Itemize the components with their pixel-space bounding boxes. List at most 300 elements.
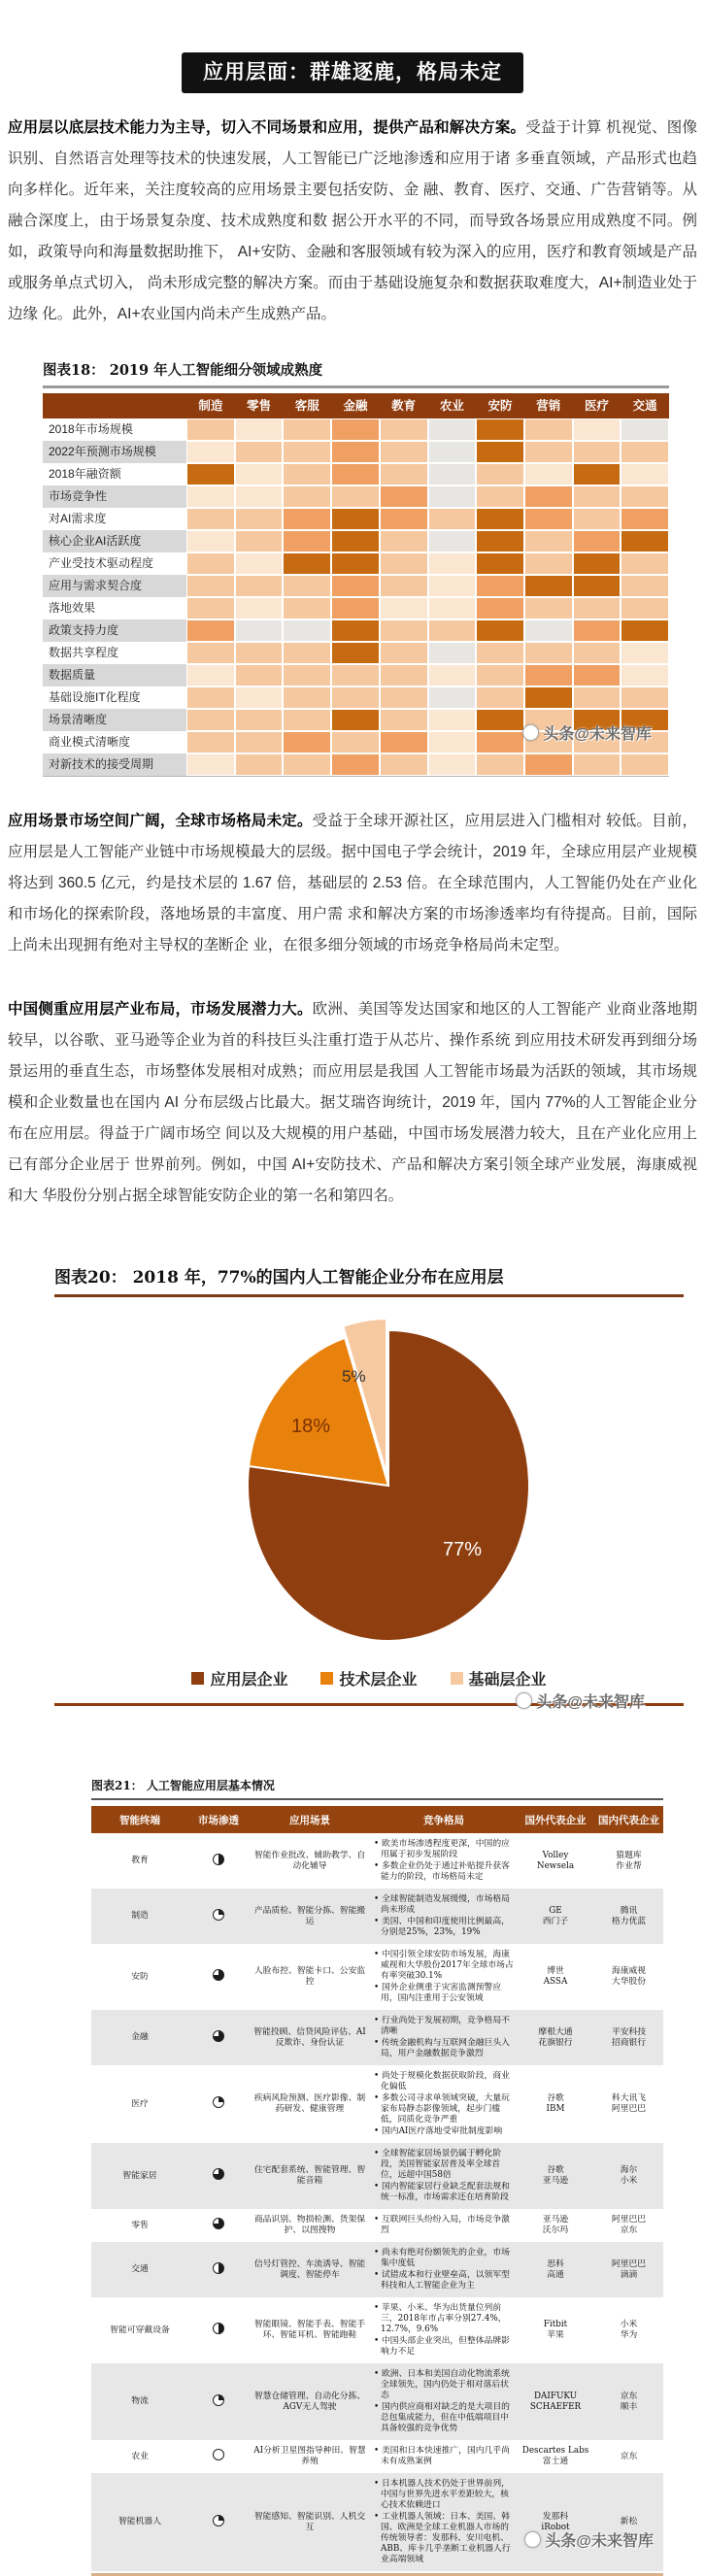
heatmap-cell (573, 552, 621, 575)
pie-data-label: 18% (291, 1416, 331, 1437)
heatmap-row-label: 商业模式清晰度 (49, 735, 131, 749)
penetration-pie-icon (213, 2096, 224, 2108)
figure-caption-text: 2019 年人工智能细分领域成熟度 (109, 362, 323, 379)
heatmap-cell (380, 664, 428, 686)
heatmap-column-header: 客服 (283, 393, 331, 418)
heatmap-cell (524, 485, 573, 508)
heatmap-cell (283, 418, 331, 441)
bullet-item: • 国外企业侧重于灾害监测预警应用，国内注重用于公安领域 (374, 1983, 502, 2003)
table-row (91, 2143, 663, 2209)
heatmap-cell (524, 619, 573, 642)
bullet-item: • 多数企业仍处于通过补贴提升获客能力的阶段，市场格局未定 (374, 1861, 510, 1882)
heatmap-cell (186, 686, 235, 709)
column-header: 国内代表企业 (594, 1806, 663, 1833)
scene-cell: 人脸布控、智能卡口、公安监控 (253, 1966, 366, 1987)
heatmap-cell (380, 753, 428, 776)
legend-item (320, 1667, 417, 1689)
watermark: 头条@未来智库 (524, 2528, 654, 2551)
heatmap-column-header: 零售 (235, 393, 284, 418)
heatmap-column-header: 交通 (621, 393, 669, 418)
heatmap-cell (476, 731, 524, 753)
competition-cell (371, 2010, 517, 2065)
heatmap-cell (476, 619, 524, 642)
heatmap-column-header: 制造 (186, 393, 235, 418)
heatmap-cell (476, 485, 524, 508)
pie-data-label: 77% (443, 1539, 483, 1560)
heatmap-row-label: 市场竞争性 (43, 485, 186, 508)
scene-cell: 智能眼镜、智能手表、智能手环、智能耳机、智能跑鞋 (253, 2320, 366, 2340)
penetration-cell (188, 1944, 249, 2010)
heatmap-cell (524, 530, 573, 552)
heatmap-row-label: 数据质量 (43, 664, 186, 686)
terminal-cell: 农业 (131, 2451, 149, 2461)
heatmap-cell (331, 753, 380, 776)
heatmap-cell (573, 619, 621, 642)
bullet-item: • 全球智能制造发展缓慢，市场格局尚未形成 (374, 1894, 510, 1915)
bullet-item: • 互联网巨头纷纷入局，市场竞争激烈 (374, 2215, 510, 2235)
heatmap-cell (476, 508, 524, 530)
heatmap-cell (380, 642, 428, 664)
bullet-item: • 美国、中国和印度使用比例最高，分别是25%，23%，19% (374, 1917, 510, 1937)
heatmap-cell (186, 418, 235, 441)
legend-item (451, 1667, 547, 1689)
heatmap-cell (331, 642, 380, 664)
penetration-pie-icon (213, 1969, 224, 1981)
foreign-companies-cell: 思科 高通 (517, 2242, 594, 2297)
heatmap-cell (428, 441, 477, 463)
heatmap-cell (235, 619, 284, 642)
bullet-item: • 美国和日本快速推广，国内几乎尚未有成熟案例 (374, 2446, 510, 2466)
terminal-cell: 金融 (91, 2010, 188, 2065)
heatmap-row-label: 落地效果 (49, 601, 96, 615)
penetration-cell (188, 2297, 249, 2363)
heatmap-cell (283, 552, 331, 575)
heatmap-cell (573, 575, 621, 597)
heatmap-column-header: 金融 (331, 393, 380, 418)
heatmap-cell (573, 642, 621, 664)
domestic-companies-cell: 京东 (620, 2451, 638, 2461)
heatmap-cell (331, 597, 380, 619)
heatmap-cell (186, 664, 235, 686)
competition-cell (371, 2473, 517, 2571)
scene-cell: 住宅配套系统、智能管理、智能音箱 (249, 2143, 371, 2209)
heatmap-cell (621, 552, 669, 575)
heatmap-cell (186, 530, 235, 552)
heatmap-cell (186, 731, 235, 753)
penetration-cell (188, 2363, 249, 2440)
heatmap-cell (331, 552, 380, 575)
bullet-item: • 欧美市场渗透程度更深，中国的应用属于初步发展阶段 (374, 1839, 510, 1859)
heatmap-cell (283, 485, 331, 508)
heatmap-cell (331, 686, 380, 709)
competition-cell (371, 2209, 517, 2242)
figure-caption-text: 2018 年，77%的国内人工智能企业分布在应用层 (132, 1268, 504, 1288)
table-row (91, 1889, 663, 1944)
report-page (0, 52, 705, 2564)
bullet-item: • 中国头部企业突出，但整体品牌影响力不足 (374, 2336, 510, 2357)
competition-cell (371, 1944, 517, 2010)
heatmap-cell (380, 485, 428, 508)
heatmap-cell (573, 530, 621, 552)
heatmap-cell (380, 709, 428, 731)
competition-cell (371, 1889, 517, 1944)
heatmap-cell (573, 463, 621, 485)
pie-data-label: 5% (342, 1367, 366, 1386)
paragraph-1 (8, 113, 697, 330)
figure-18 (43, 361, 669, 777)
heatmap-cell (621, 686, 669, 709)
heatmap-cell (331, 619, 380, 642)
domestic-companies-cell: 京东 顺丰 (594, 2363, 663, 2440)
heatmap-column-header: 营销 (524, 393, 573, 418)
penetration-cell (188, 2209, 249, 2242)
heatmap-cell (331, 530, 380, 552)
heatmap-cell (380, 463, 428, 485)
figure-caption-text: 人工智能应用层基本情况 (146, 1779, 275, 1792)
legend-swatch (191, 1672, 204, 1685)
figure-caption-label: 图表20： (54, 1268, 127, 1288)
column-header: 国外代表企业 (517, 1806, 594, 1833)
heatmap-cell (621, 619, 669, 642)
scene-cell: 智能作业批改、辅助教学、自动化辅导 (253, 1850, 366, 1871)
paragraph-3 (8, 994, 697, 1212)
heatmap-cell (428, 619, 477, 642)
heatmap-cell (524, 686, 573, 709)
heatmap-cell (524, 463, 573, 485)
heatmap-cell (524, 753, 573, 776)
heatmap-cell (524, 731, 573, 753)
domestic-companies-cell: 小米 华为 (620, 2320, 638, 2340)
competition-cell (371, 2065, 517, 2143)
heatmap-cell (235, 552, 284, 575)
heatmap-cell (380, 686, 428, 709)
section-title-banner: 应用层面：群雄逐鹿，格局未定 (182, 52, 523, 93)
figure-20 (54, 1266, 684, 1711)
figure-21 (91, 1778, 663, 2576)
domestic-companies-cell: 阿里巴巴 滴滴 (594, 2242, 663, 2297)
penetration-pie-icon (213, 2394, 224, 2406)
heatmap-cell (428, 575, 477, 597)
penetration-pie-icon (213, 2218, 224, 2229)
heatmap-cell (331, 418, 380, 441)
domestic-companies-cell: 平安科技 招商银行 (594, 2010, 663, 2065)
competition-cell (371, 2242, 517, 2297)
heatmap-row-label: 政策支持力度 (43, 619, 186, 642)
paragraph-text: 欧洲、美国等发达国家和地区的人工智能产 业商业落地期较早，以谷歌、亚马逊等企业为首的科技巨头注重打造于从芯片、操作系统 到应用技术研发再到细分场景运用的垂直生态，市场整体发展相对成熟；而应用层是我国 人工智能市场最为活跃的领域，其市场规模和企业数量也在国内 AI 分布层级占比最大。据艾瑞咨询统计，2019 年，国内 77%的人工智能企业分布在应用层。得益于广阔市场空 间以及大规模的用户基础，中国市场发展潜力较大，且在产业化应用上已有部分企业居于 世界前列。例如，中国 AI+安防技术、产品和解决方案引领全球产业发展，海康威视和大 华股份分别占据全球智能安防企业的第一名和第四名。 (8, 1001, 697, 1204)
heatmap-cell (573, 686, 621, 709)
watermark-logo-icon (516, 1692, 532, 1709)
domestic-companies-cell: 科大讯飞 阿里巴巴 (611, 2093, 647, 2114)
heatmap-cell (476, 709, 524, 731)
table-row (91, 2065, 663, 2143)
domestic-companies-cell: 阿里巴巴 京东 (611, 2215, 647, 2235)
heatmap-cell (380, 508, 428, 530)
heatmap-cell (380, 597, 428, 619)
heatmap-cell (476, 597, 524, 619)
heatmap-cell (235, 508, 284, 530)
heatmap-cell (380, 418, 428, 441)
column-header: 应用场景 (249, 1806, 371, 1833)
heatmap-cell (283, 664, 331, 686)
heatmap-column-header: 医疗 (573, 393, 621, 418)
heatmap-cell (428, 731, 477, 753)
scene-cell: 智慧仓储管理、自动化分拣、AGV无人驾驶 (249, 2363, 371, 2440)
heatmap-cell (428, 597, 477, 619)
heatmap-cell (573, 753, 621, 776)
bullet-item: • 国内供应商相对缺乏的是大项目的总包集成能力，但在中低端项目中具备较强的竞争优势 (374, 2402, 510, 2433)
heatmap-cell (621, 508, 669, 530)
heatmap-cell (283, 508, 331, 530)
heatmap-cell (283, 619, 331, 642)
foreign-companies-cell: 谷歌 亚马逊 (517, 2143, 594, 2209)
terminal-cell: 智能家居 (91, 2143, 188, 2209)
scene-cell: 信号灯管控、车流诱导、智能调度、智能停车 (249, 2242, 371, 2297)
heatmap-row-label: 对AI需求度 (49, 512, 107, 525)
bullet-item: • 尚未有绝对份额领先的企业，市场集中度低 (374, 2248, 510, 2268)
heatmap-cell (428, 552, 477, 575)
foreign-companies-cell: 发那科 iRobot (517, 2473, 594, 2571)
heatmap-cell (331, 485, 380, 508)
heatmap-cell (380, 530, 428, 552)
heatmap-cell (380, 552, 428, 575)
heatmap-row-label: 基础设施IT化程度 (49, 690, 141, 704)
heatmap-cell (331, 508, 380, 530)
figure-caption-label: 图表21： (91, 1779, 143, 1792)
chart-legend (54, 1667, 684, 1689)
bullet-item: • 行业尚处于发展初期，竞争格局不清晰 (374, 2016, 510, 2036)
heatmap-cell (573, 485, 621, 508)
heatmap-cell (428, 530, 477, 552)
heatmap-cell (331, 731, 380, 753)
terminal-cell: 医疗 (131, 2098, 149, 2109)
terminal-cell: 智能机器人 (91, 2473, 188, 2571)
heatmap-cell (621, 463, 669, 485)
watermark: 头条@未来智库 (522, 721, 652, 744)
table-row (91, 2473, 663, 2571)
heatmap-cell (331, 664, 380, 686)
heatmap-row-label: 产业受技术驱动程度 (49, 556, 154, 570)
heatmap-row-label: 对新技术的接受周期 (43, 753, 186, 776)
watermark: 头条@未来智库 (516, 1689, 645, 1712)
heatmap-cell (573, 508, 621, 530)
penetration-pie-icon (213, 2515, 224, 2526)
heatmap-row-label: 2018年融资额 (49, 467, 121, 481)
heatmap-cell (476, 552, 524, 575)
heatmap-cell (524, 642, 573, 664)
bullet-item: • 中国引领全球安防市场发展，海康威视和大华股份2017年全球市场占有率突破30.1% (374, 1950, 514, 1981)
penetration-pie-icon (213, 1854, 224, 1865)
table-row (91, 2440, 663, 2473)
heatmap-cell (235, 597, 284, 619)
terminal-cell: 交通 (91, 2242, 188, 2297)
column-header: 市场渗透 (188, 1806, 249, 1833)
heatmap-cell (283, 597, 331, 619)
paragraph-text: 受益于计算 机视觉、图像识别、自然语言处理等技术的快速发展，人工智能已广泛地渗透和应用于诸 多垂直领域，产品形式也趋向多样化。近年来，关注度较高的应用场景主要包括安防、金 融、教育、医疗、交通、广告营销等。从融合深度上，由于场景复杂度、技术成熟度和数 据公开水平的不同，而导致各场景应用成熟度不同。例如，政策导向和海量数据助推下， AI+安防、金融和客服领域有较为深入的应用，医疗和教育领域是产品或服务单点式切入， 尚未形成完整的解决方案。而由于基础设施复杂和数据获取难度大，AI+制造业处于边缘 化。此外，AI+农业国内尚未产生成熟产品。 (8, 119, 698, 322)
heatmap-cell (428, 664, 477, 686)
pie-chart-area (54, 1297, 684, 1652)
heatmap-corner (43, 393, 186, 418)
competition-cell (371, 2143, 517, 2209)
heatmap-cell (235, 753, 284, 776)
penetration-pie-icon (213, 2323, 224, 2334)
heatmap-cell (186, 575, 235, 597)
terminal-cell: 制造 (91, 1889, 188, 1944)
heatmap-cell (186, 619, 235, 642)
heatmap-cell (235, 463, 284, 485)
foreign-companies-cell: 博世 ASSA (543, 1966, 568, 1987)
penetration-cell (188, 1889, 249, 1944)
heatmap-cell (621, 709, 669, 731)
heatmap-cell (283, 642, 331, 664)
foreign-companies-cell: DAIFUKU SCHAEFER (517, 2363, 594, 2440)
figure-caption-label: 图表18： (43, 362, 105, 379)
heatmap-cell (331, 441, 380, 463)
heatmap-cell (573, 709, 621, 731)
table-row (91, 2209, 663, 2242)
foreign-companies-cell: 亚马逊 沃尔玛 (542, 2215, 569, 2235)
heatmap-cell (476, 664, 524, 686)
heatmap-cell (476, 753, 524, 776)
heatmap-cell (524, 508, 573, 530)
heatmap-cell (283, 441, 331, 463)
bullet-item: • 传统金融机构与互联网金融巨头入局，用户金融数据竞争激烈 (374, 2038, 510, 2058)
penetration-pie-icon (213, 1909, 224, 1921)
heatmap-row-label: 核心企业AI活跃度 (43, 530, 186, 552)
bullet-item: • 工业机器人领域：日本、美国、韩国、欧洲是全球工业机器人市场的传统领导者：发那科、安川电机、ABB、库卡几乎垄断工业机器人行业高端领域 (374, 2512, 511, 2564)
heatmap-cell (380, 441, 428, 463)
paragraph-text: 受益于全球开源社区，应用层进入门槛相对 较低。目前，应用层是人工智能产业链中市场规模最大的层级。据中国电子学会统计，2019 年，全球应用层产业规模将达到 360.5 亿元，约是技术层的 1.67 倍，基础层的 2.53 倍。在全球范围内，人工智能仍处在产业化和市场化的探索阶段，落地场景的丰富度、用户需 求和解决方案的市场渗透率均有待提高。目前，国际上尚未出现拥有绝对主导权的垄断企 业，在很多细分领域的市场竞争格局尚未定型。 (8, 813, 697, 953)
heatmap-cell (621, 441, 669, 463)
bullet-item: • 国内智能家居行业缺乏配套法规和统一标准，市场需求还在培育阶段 (374, 2182, 510, 2202)
terminal-cell: 智能可穿戴设备 (110, 2325, 170, 2335)
table-row (91, 2010, 663, 2065)
legend-swatch (320, 1672, 333, 1685)
penetration-cell (188, 1833, 249, 1889)
penetration-cell (188, 2065, 249, 2143)
heatmap-cell (524, 709, 573, 731)
heatmap-cell (621, 575, 669, 597)
heatmap-cell (573, 441, 621, 463)
heatmap-cell (283, 709, 331, 731)
bullet-item: • 多数公司寻求单领域突破，大量玩家布局静态影像领域，起步门槛低，同质化竞争严重 (374, 2093, 510, 2124)
heatmap-cell (476, 686, 524, 709)
heatmap-cell (428, 642, 477, 664)
scene-cell: 智能感知、智能识别、人机交互 (249, 2473, 371, 2571)
foreign-companies-cell: Volley Newsela (536, 1850, 575, 1871)
domestic-companies-cell: 猿题库 作业帮 (616, 1850, 642, 1871)
heatmap-cell (331, 709, 380, 731)
heatmap-row-label: 数据共享程度 (49, 646, 119, 659)
heatmap-cell (428, 508, 477, 530)
heatmap-cell (573, 731, 621, 753)
competition-cell (371, 2440, 517, 2473)
terminal-cell: 零售 (131, 2220, 149, 2230)
heatmap-cell (186, 463, 235, 485)
heatmap-cell (186, 552, 235, 575)
heatmap-cell (186, 508, 235, 530)
heatmap-cell (621, 753, 669, 776)
heatmap-column-header: 教育 (380, 393, 428, 418)
heatmap-cell (428, 485, 477, 508)
legend-item (191, 1667, 287, 1689)
heatmap-cell (621, 418, 669, 441)
paragraph-2 (8, 806, 697, 961)
penetration-cell (188, 2242, 249, 2297)
heatmap-cell (283, 575, 331, 597)
terminal-cell: 物流 (91, 2363, 188, 2440)
figure-caption (91, 1778, 663, 1800)
maturity-heatmap (43, 393, 669, 777)
penetration-pie-icon (213, 2449, 224, 2460)
heatmap-cell (235, 709, 284, 731)
heatmap-cell (524, 441, 573, 463)
heatmap-cell (621, 642, 669, 664)
heatmap-cell (186, 753, 235, 776)
heatmap-cell (235, 731, 284, 753)
competition-cell (371, 1833, 517, 1889)
legend-swatch (451, 1672, 463, 1685)
penetration-cell (188, 2440, 249, 2473)
foreign-companies-cell: GE 西门子 (517, 1889, 594, 1944)
heatmap-cell (235, 485, 284, 508)
scene-cell: 产品质检、智能分拣、智能搬运 (249, 1889, 371, 1944)
domestic-companies-cell: 海尔 小米 (594, 2143, 663, 2209)
foreign-companies-cell: 摩根大通 花旗银行 (517, 2010, 594, 2065)
bullet-item: • 试错成本和行业壁垒高，以领军型科技和人工智能企业为主 (374, 2270, 510, 2291)
competition-cell (371, 2297, 517, 2363)
paragraph-lead: 应用层以底层技术能力为主导，切入不同场景和应用，提供产品和解决方案。 (8, 119, 526, 136)
scene-cell: 商品识别、物损检测、货架保护、以图搜物 (253, 2215, 366, 2235)
heatmap-cell (428, 753, 477, 776)
figure-caption (43, 361, 669, 388)
heatmap-cell (476, 642, 524, 664)
heatmap-cell (235, 664, 284, 686)
heatmap-cell (524, 552, 573, 575)
heatmap-cell (283, 463, 331, 485)
heatmap-cell (621, 664, 669, 686)
heatmap-cell (283, 731, 331, 753)
pie-chart (54, 1297, 684, 1647)
column-header: 智能终端 (91, 1806, 188, 1833)
paragraph-lead: 应用场景市场空间广阔，全球市场格局未定。 (8, 813, 313, 829)
heatmap-cell (428, 709, 477, 731)
heatmap-cell (235, 530, 284, 552)
scene-cell: AI分析卫星图指导种田、智慧养殖 (253, 2446, 366, 2466)
heatmap-row-label: 应用与需求契合度 (43, 575, 186, 597)
heatmap-cell (621, 597, 669, 619)
table-row (91, 1944, 663, 2010)
heatmap-cell (428, 418, 477, 441)
heatmap-cell (621, 485, 669, 508)
figure-caption (54, 1266, 684, 1297)
table-row (91, 1833, 663, 1889)
domestic-companies-cell: 腾讯 格力优蓝 (594, 1889, 663, 1944)
scene-cell: 智能投顾、信贷风险评估、AI反欺诈、身份认证 (249, 2010, 371, 2065)
heatmap-cell (186, 709, 235, 731)
terminal-cell: 教育 (131, 1856, 149, 1865)
heatmap-cell (428, 463, 477, 485)
heatmap-cell (476, 463, 524, 485)
heatmap-cell (476, 575, 524, 597)
heatmap-cell (283, 530, 331, 552)
heatmap-column-header: 安防 (476, 393, 524, 418)
heatmap-cell (573, 664, 621, 686)
heatmap-cell (186, 597, 235, 619)
table-row (91, 2242, 663, 2297)
heatmap-cell (524, 418, 573, 441)
table-header-row (91, 1806, 663, 1833)
heatmap-cell (283, 753, 331, 776)
